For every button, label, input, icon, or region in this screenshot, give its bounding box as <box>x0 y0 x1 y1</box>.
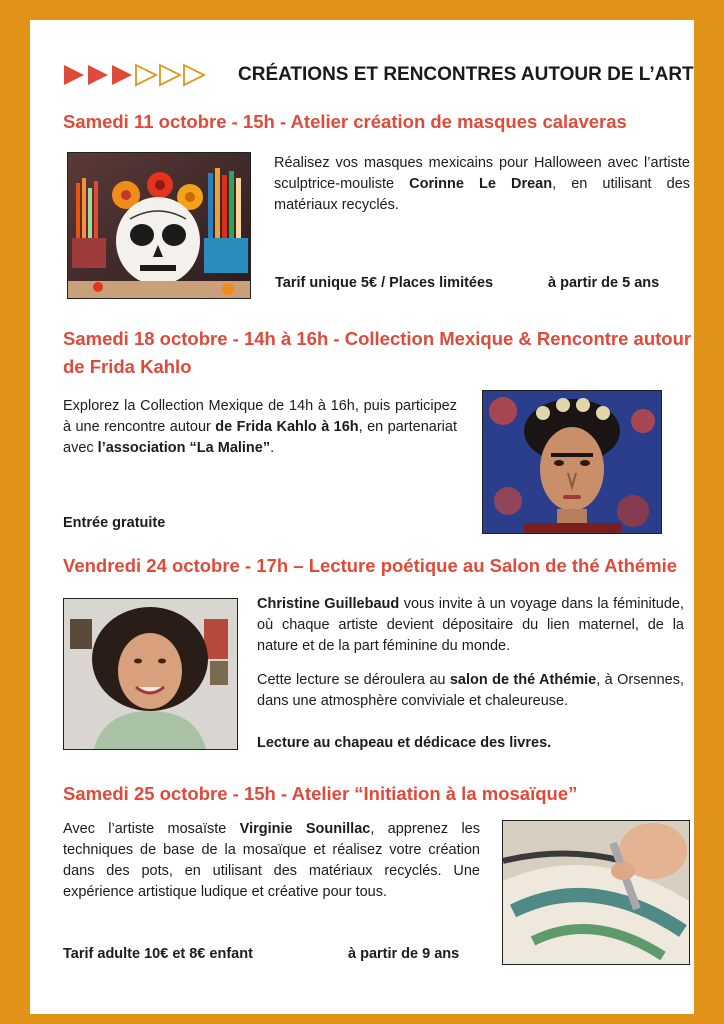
frida-kahlo-portrait <box>482 390 662 534</box>
event-3-description-2: Cette lecture se déroulera au salon de thé Athémie, à Orsennes, dans une atmosphère conviviale et chaleureuse. <box>257 672 684 709</box>
page-title: CRÉATIONS ET RENCONTRES AUTOUR DE L’ART <box>238 64 694 85</box>
event-3-title: Vendredi 24 octobre - 17h – Lecture poétique au Salon de thé Athémie <box>63 555 678 576</box>
event-4-age: à partir de 9 ans <box>348 946 460 962</box>
arrow-chevrons-icon <box>62 63 212 87</box>
mosaic-work-photo <box>502 820 690 965</box>
event-3-footer: Lecture au chapeau et dédicace des livres. <box>257 735 552 751</box>
event-4-description: Avec l’artiste mosaïste Virginie Sounillac, apprenez les techniques de base de la mosaïque et réalisez votre création dans des pots, en utilisant des matériaux recyclés. Une expérience artistique ludique et créative pour tous. <box>63 821 480 900</box>
event-2-price: Entrée gratuite <box>63 515 166 531</box>
event-2-description: Explorez la Collection Mexique de 14h à 16h, puis participez à une rencontre autour de Frida Kahlo à 16h, en partenariat avec l’association “La Maline”. <box>63 398 457 456</box>
event-2-title-line-1: Samedi 18 octobre - 14h à 16h - Collection Mexique & Rencontre autour <box>63 328 692 349</box>
event-1-age: à partir de 5 ans <box>548 275 660 291</box>
christine-guillebaud-photo <box>63 598 238 750</box>
event-4-price: Tarif adulte 10€ et 8€ enfant <box>63 946 253 962</box>
event-2-title-line-2: de Frida Kahlo <box>63 356 192 377</box>
calavera-mask-photo <box>67 152 251 299</box>
event-3-description-1: Christine Guillebaud vous invite à un voyage dans la féminitude, où chaque artiste devient dépositaire du lien maternel, de la nature et de la part féminine du monde. <box>257 596 684 654</box>
event-1-price: Tarif unique 5€ / Places limitées <box>275 275 494 291</box>
event-1-title: Samedi 11 octobre - 15h - Atelier création de masques calaveras <box>63 111 627 132</box>
event-4-title: Samedi 25 octobre - 15h - Atelier “Initiation à la mosaïque” <box>63 783 578 804</box>
event-1-description: Réalisez vos masques mexicains pour Halloween avec l’artiste sculptrice-mouliste Corinne Le Drean, en utilisant des matériaux recyclés. <box>274 155 691 213</box>
